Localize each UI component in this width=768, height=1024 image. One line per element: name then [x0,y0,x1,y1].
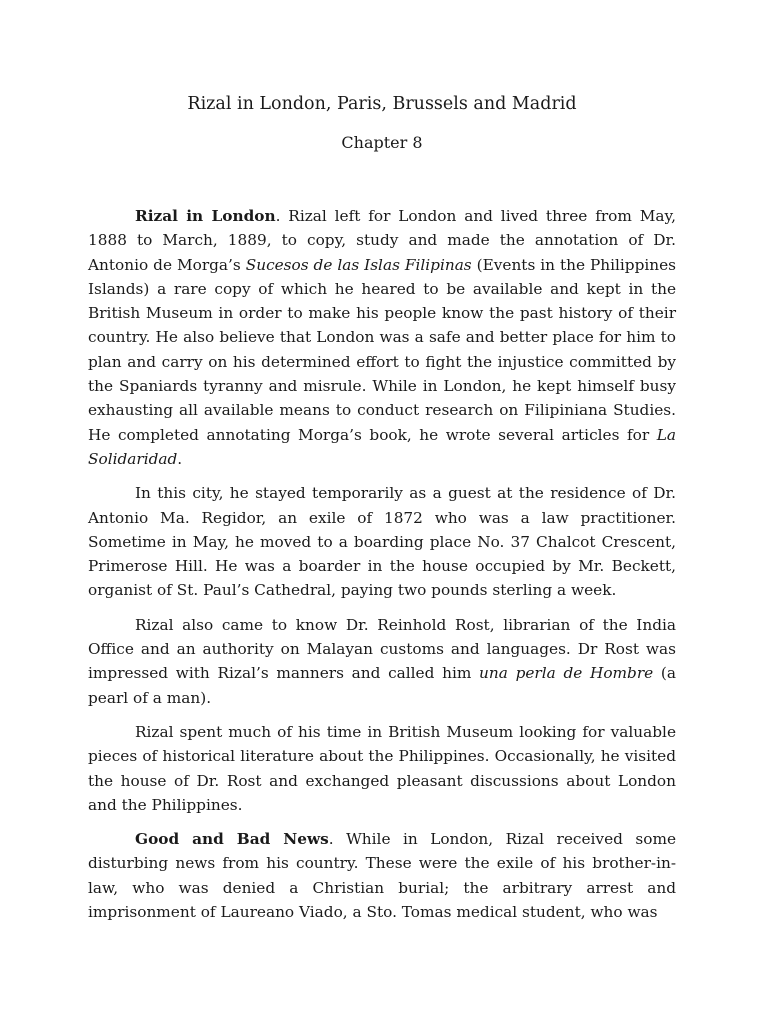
paragraph-british-museum: Rizal spent much of his time in British Museum looking for valuable pieces of historical literature about the Philippines. Occasionally, he visited the house of Dr. Rost and exchanged pleasant discussions about London and the Philippines. [88,722,676,814]
paragraph-text: (Events in the Philippines Islands) a rare copy of which he heared to be available and kept in the British Museum in order to make his people know the past history of their country. He also believe that London was a safe and better place for him to plan and carry on his determined effort to fight the injustice committed by the Spaniards tyranny and misrule. While in London, he kept himself busy exhausting all available means to conduct research on Filipiniana Studies. He completed annotating Morga’s book, he wrote several articles for [88,255,677,444]
section-lead-rizal-in-london: Rizal in London [135,207,276,225]
paragraph-text: . While in London, Rizal received some disturbing news from his country. These were the exile of his brother-in-law, who was denied a Christian burial; the arbitrary arrest and imprisonment of Laureano Viado, a Sto. Tomas medical student, who was [88,830,677,922]
document-body [88,204,676,934]
paragraph-text: . [177,449,183,468]
paragraph-rizal-in-london [88,204,676,471]
paragraph-text: (a pearl of a man). [88,664,676,707]
paragraph-dr-rost [88,613,676,710]
document-title: Rizal in London, Paris, Brussels and Madrid [187,94,577,114]
paragraph-text: Rizal also came to know Dr. Reinhold Rost, librarian of the India Office and an authority on Malayan customs and languages. Dr Rost was impressed with Rizal’s manners and called him [88,615,676,683]
italic-publication-title: La Solidaridad [88,425,676,468]
paragraph-good-and-bad-news [88,827,676,924]
italic-book-title: Sucesos de las Islas Filipinas [245,255,472,274]
paragraph-text: . Rizal left for London and lived three from May, 1888 to March, 1889, to copy, study and made the annotation of Dr. Antonio de Morga’s [88,207,676,274]
chapter-heading: Chapter 8 [341,133,423,152]
paragraph-residence: In this city, he stayed temporarily as a guest at the residence of Dr. Antonio Ma. Regidor, an exile of 1872 who was a law practitioner. Sometime in May, he moved to a boarding place No. 37 Chalcot Crescent, Primerose Hill. He was a boarder in the house occupied by Mr. Beckett, organist of St. Paul’s Cathedral, paying two pounds sterling a week. [88,484,676,600]
section-lead-good-and-bad-news: Good and Bad News [135,830,329,849]
italic-phrase: una perla de Hombre [479,664,654,683]
